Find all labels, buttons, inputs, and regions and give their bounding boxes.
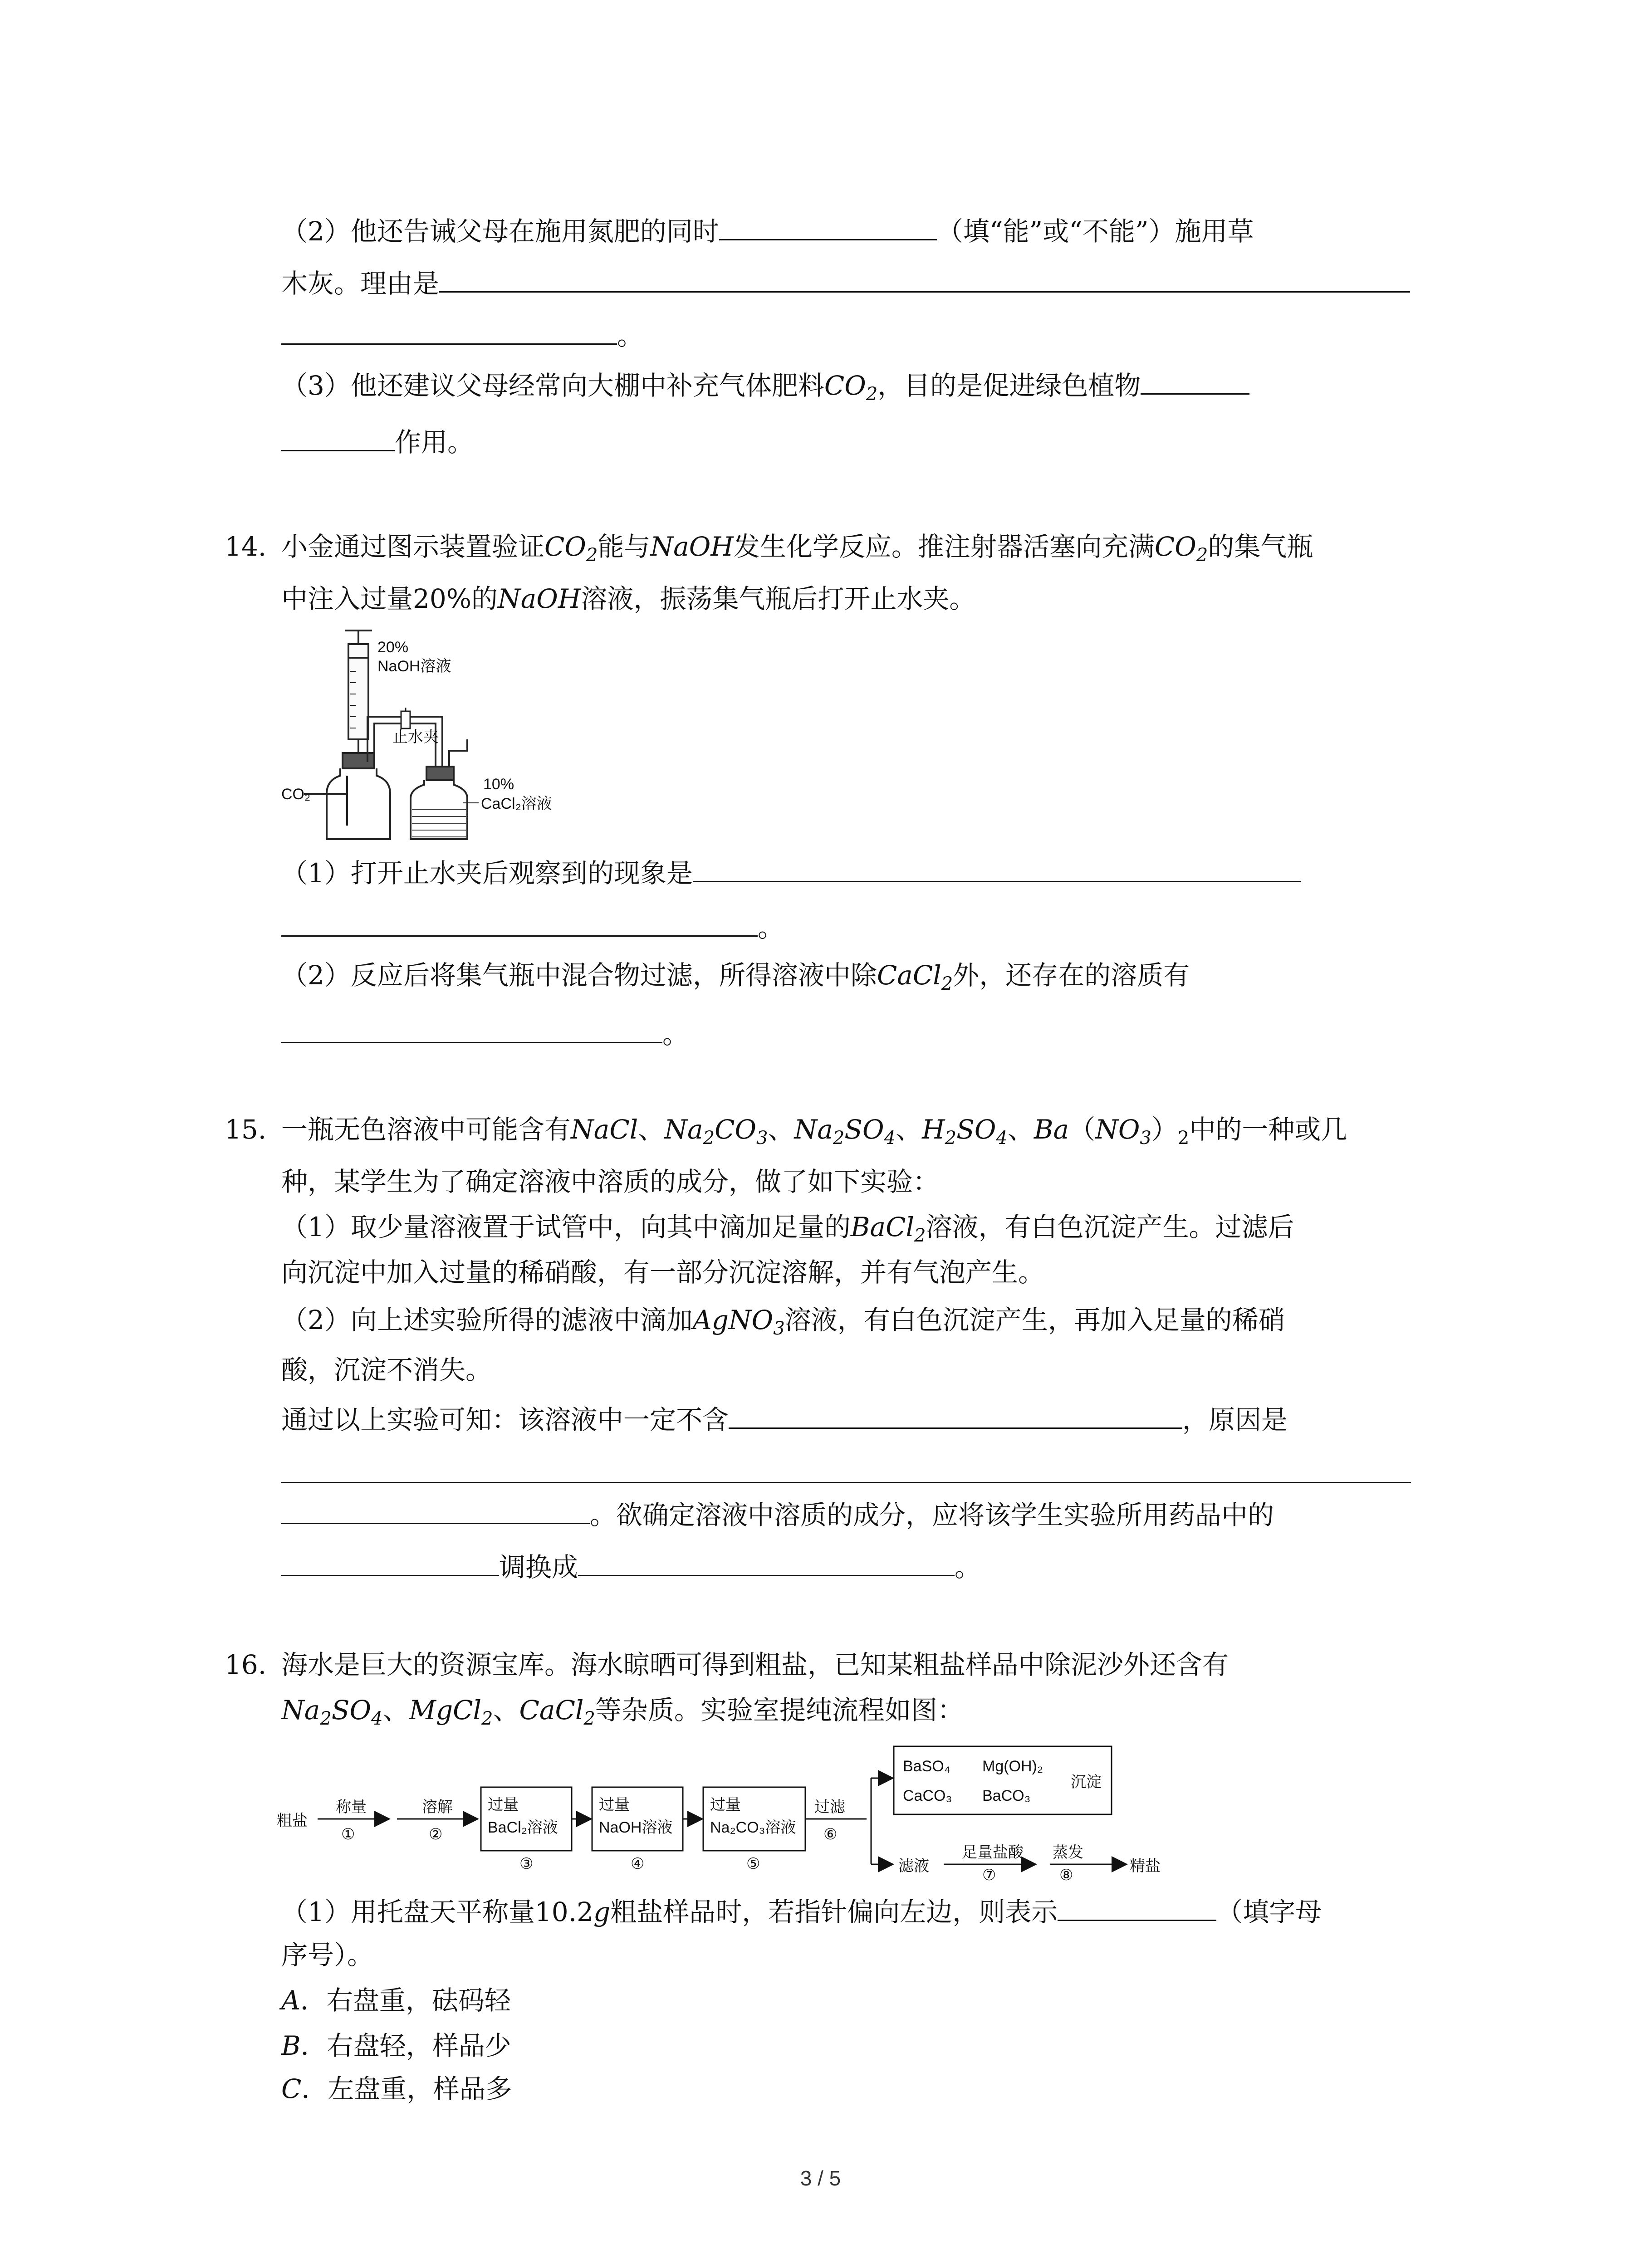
page-number: 3 / 5 xyxy=(800,2166,841,2190)
q15-conclusion-line3: 。欲确定溶液中溶质的成分，应将该学生实验所用药品中的 xyxy=(281,1497,1274,1533)
flow-bacl2: BaCl₂溶液 xyxy=(488,1819,558,1836)
svg-text:③: ③ xyxy=(519,1855,534,1872)
q14-part1-line2: 。 xyxy=(281,909,784,946)
flow-naoh: NaOH溶液 xyxy=(599,1819,673,1836)
flow-step2: 溶解 xyxy=(422,1799,453,1816)
q15-step1-line2: 向沉淀中加入过量的稀硝酸，有一部分沉淀溶解，并有气泡产生。 xyxy=(281,1257,1045,1288)
svg-text:BaCO₃: BaCO₃ xyxy=(982,1787,1031,1804)
svg-text:过量: 过量 xyxy=(599,1796,630,1813)
q15-blank-3[interactable] xyxy=(281,1497,590,1524)
q13-blank-3[interactable] xyxy=(281,318,617,345)
flow-filtrate: 滤液 xyxy=(898,1857,929,1875)
q16-stem-line2: $Na_2SO_4$、MgCl$_2$、CaCl$_2$等杂质。实验室提纯流程如图： xyxy=(281,1695,964,1729)
gas-bottle-icon xyxy=(304,744,390,839)
q15-conclusion-line2 xyxy=(281,1456,1411,1492)
q13-blank-1[interactable] xyxy=(719,214,937,240)
q13-blank-5[interactable] xyxy=(281,425,395,451)
q15-step2-line1: （2）向上述实验所得的滤液中滴加AgNO$_3$溶液，有白色沉淀产生，再加入足量的稀硝 xyxy=(281,1305,1285,1339)
q15-blank-2[interactable] xyxy=(281,1457,1411,1483)
svg-text:BaSO₄: BaSO₄ xyxy=(903,1758,950,1775)
q14-blank-1[interactable] xyxy=(693,855,1301,882)
q13-part2-line3: 。 xyxy=(281,318,643,354)
flow-start: 粗盐 xyxy=(277,1812,308,1829)
q14-stem-line1: 小金通过图示装置验证$CO_2$能与NaOH发生化学反应。推注射器活塞向充满$CO_2$的集气瓶 xyxy=(281,531,1313,566)
q16-option-a[interactable]: A．右盘重，砝码轻 xyxy=(281,1985,511,2016)
label-20pct: 20% xyxy=(377,639,409,656)
q15-blank-1[interactable] xyxy=(729,1402,1182,1429)
q15-conclusion-line1: 通过以上实验可知：该溶液中一定不含 ，原因是 xyxy=(281,1402,1288,1438)
q15-stem-line1: 一瓶无色溶液中可能含有NaCl、$Na_2CO_3$、$Na_2SO_4$、$H_2SO_4$、$Ba(NO_3)_2$中的一种或几 xyxy=(281,1114,1347,1149)
water-clip-icon xyxy=(401,708,410,728)
q14-number: 14. xyxy=(225,531,267,562)
svg-text:⑥: ⑥ xyxy=(823,1826,838,1843)
flow-filter: 过滤 xyxy=(814,1799,845,1816)
flow-precipitate: 沉淀 xyxy=(1071,1774,1102,1791)
q15-step1-line1: （1）取少量溶液置于试管中，向其中滴加足量的BaCl$_2$溶液，有白色沉淀产生。过滤后 xyxy=(281,1212,1294,1246)
q13-part3-line1: （3）他还建议父母经常向大棚中补充气体肥料$CO_2$，目的是促进绿色植物 xyxy=(281,367,1249,404)
svg-text:⑦: ⑦ xyxy=(982,1867,996,1882)
q16-flow-chart xyxy=(272,1733,1180,1882)
q14-part2-line2: 。 xyxy=(281,1016,689,1052)
q14-blank-2[interactable] xyxy=(281,910,758,937)
svg-text:CaCO₃: CaCO₃ xyxy=(903,1787,952,1804)
q16-option-b[interactable]: B．右盘轻，样品少 xyxy=(281,2030,511,2061)
label-co2: CO₂ xyxy=(281,786,311,803)
q13-part3-line2: 作用。 xyxy=(281,424,474,460)
q16-part1-line2: 序号）。 xyxy=(281,1940,374,1970)
svg-text:过量: 过量 xyxy=(488,1796,519,1813)
q16-number: 16. xyxy=(225,1649,267,1680)
label-10pct: 10% xyxy=(483,776,514,793)
q15-blank-5[interactable] xyxy=(578,1549,955,1576)
q15-stem-line2: 种，某学生为了确定溶液中溶质的成分，做了如下实验： xyxy=(281,1166,940,1197)
q14-apparatus-figure xyxy=(272,626,671,862)
q13-part2-line1: （2）他还告诫父母在施用氮肥的同时 （填“能”或“不能”）施用草 xyxy=(281,213,1254,249)
svg-text:蒸发: 蒸发 xyxy=(1053,1844,1083,1861)
q14-part2-line1: （2）反应后将集气瓶中混合物过滤，所得溶液中除CaCl$_2$外，还存在的溶质有 xyxy=(281,960,1190,994)
q14-stem-line2: 中注入过量20%的NaOH溶液，振荡集气瓶后打开止水夹。 xyxy=(281,583,976,614)
q16-blank-1[interactable] xyxy=(1058,1894,1216,1921)
q16-part1-line1: （1）用托盘天平称量10.2g粗盐样品时，若指针偏向左边，则表示 （填字母 xyxy=(281,1894,1322,1930)
q14-part1-line1: （1）打开止水夹后观察到的现象是 xyxy=(281,855,1301,891)
label-cacl2: CaCl₂溶液 xyxy=(481,795,552,812)
flow-step1: 称量 xyxy=(336,1799,367,1816)
svg-text:Mg(OH)₂: Mg(OH)₂ xyxy=(982,1758,1043,1775)
q13-part2-line2: 木灰。理由是 xyxy=(281,265,1410,302)
q15-number: 15. xyxy=(225,1114,267,1145)
q13-blank-2[interactable] xyxy=(439,266,1410,293)
q16-option-c[interactable]: C．左盘重，样品多 xyxy=(281,2073,512,2104)
q15-blank-4[interactable] xyxy=(281,1549,499,1576)
svg-text:④: ④ xyxy=(631,1855,645,1872)
flow-end: 精盐 xyxy=(1130,1857,1161,1875)
svg-text:②: ② xyxy=(429,1826,443,1843)
q16-stem-line1: 海水是巨大的资源宝库。海水晾晒可得到粗盐，已知某粗盐样品中除泥沙外还含有 xyxy=(281,1649,1229,1680)
label-clip: 止水夹 xyxy=(392,728,439,746)
q14-blank-3[interactable] xyxy=(281,1017,662,1043)
flow-na2co3: Na₂CO₃溶液 xyxy=(710,1819,796,1836)
svg-text:⑧: ⑧ xyxy=(1059,1867,1073,1882)
svg-text:⑤: ⑤ xyxy=(746,1855,760,1872)
svg-text:足量盐酸: 足量盐酸 xyxy=(962,1844,1024,1861)
label-naoh: NaOH溶液 xyxy=(377,658,451,675)
svg-text:①: ① xyxy=(341,1826,355,1843)
q15-step2-line2: 酸，沉淀不消失。 xyxy=(281,1354,492,1385)
small-bottle-icon xyxy=(411,739,467,839)
q15-conclusion-line4: 调换成 。 xyxy=(281,1549,981,1585)
svg-text:过量: 过量 xyxy=(710,1796,741,1813)
q13-blank-4[interactable] xyxy=(1141,368,1249,395)
